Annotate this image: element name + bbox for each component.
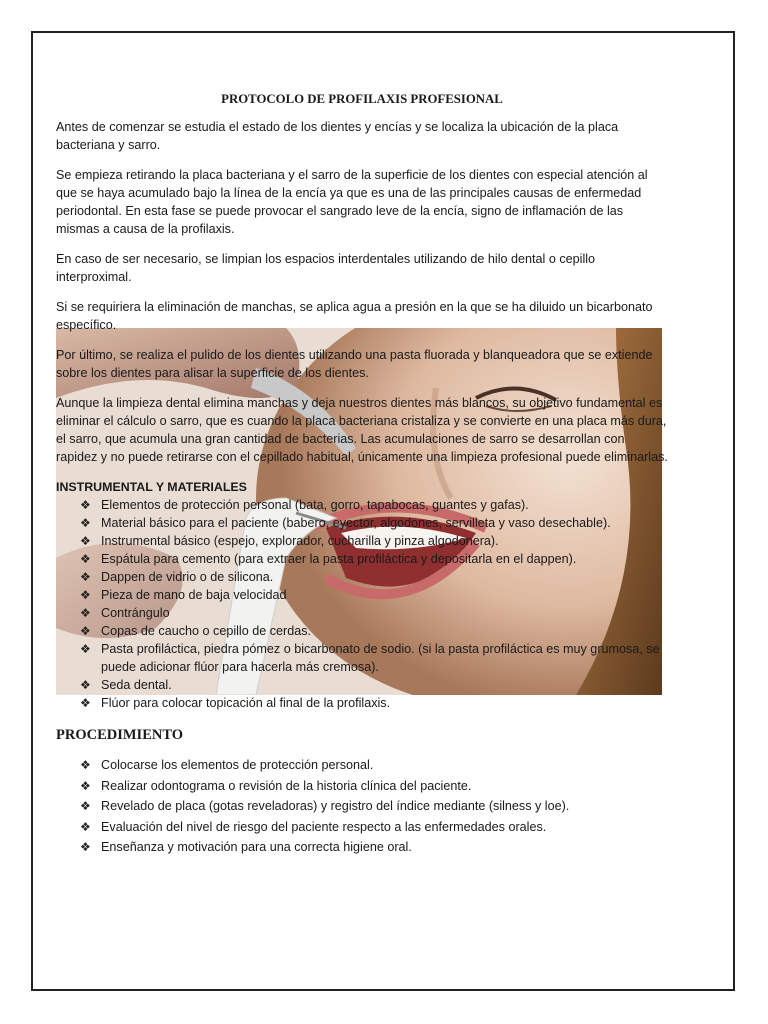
list-item: ❖ Evaluación del nivel de riesgo del paciente respecto a las enfermedades orales. [80,819,547,834]
diamond-bullet-icon: ❖ [80,642,91,656]
list-item: ❖ Material básico para el paciente (babero, eyector, algodones, servilleta y vaso desechable). [80,516,611,530]
list-item: ❖ Espátula para cemento (para extraer la pasta profiláctica y depositarla en el dappen). [80,552,577,566]
diamond-bullet-icon: ❖ [80,696,91,710]
paragraph-polishing: Por último, se realiza el pulido de los dientes utilizando una pasta fluorada y blanqueadora que se extiende sobre los dientes para alisar la superficie de los dientes. [56,348,653,380]
list-item: ❖ Enseñanza y motivación para una correcta higiene oral. [80,840,412,854]
diamond-bullet-icon: ❖ [80,570,91,584]
diamond-bullet-icon: ❖ [80,819,91,834]
diamond-bullet-icon: ❖ [80,516,91,530]
list-item: ❖ Copas de caucho o cepillo de cerdas. [80,624,312,638]
diamond-bullet-icon: ❖ [80,552,91,566]
diamond-bullet-icon: ❖ [80,498,91,512]
procedure-heading: PROCEDIMIENTO [56,727,184,743]
paragraph-intro: Antes de comenzar se estudia el estado de los dientes y encías y se localiza la ubicación de la placa bacteriana y sarro. [56,120,619,152]
diamond-bullet-icon: ❖ [80,799,91,813]
list-item: ❖ Revelado de placa (gotas reveladoras) y registro del índice mediante (silness y loe). [80,799,570,813]
materials-heading: INSTRUMENTAL Y MATERIALES [56,480,247,494]
diamond-bullet-icon: ❖ [80,758,91,772]
list-item: ❖ Seda dental. [80,678,172,692]
paragraph-calculus: Aunque la limpieza dental elimina manchas y deja nuestros dientes más blancos, su objetivo fundamental es eliminar el cálculo o sarro, que es cuando la placa bacteriana cristaliza y se convierte en una placa más dura, el sarro, que acumula una gran cantidad de bacterias. Las acumulaciones de sarro se desarrollan con rapidez y no puede retirarse con el cepillado habitual, únicamente una limpieza profesional puede eliminarlas. [56,396,668,464]
diamond-bullet-icon: ❖ [80,678,91,692]
list-item: ❖ Pasta profiláctica, piedra pómez o bicarbonato de sodio. (si la pasta profiláctica es muy grumosa, se puede adicionar flúor para hacerla más cremosa). [80,642,660,674]
list-item: ❖ Flúor para colocar topicación al final de la profilaxis. [80,696,391,710]
diamond-bullet-icon: ❖ [80,588,91,602]
document-body [56,90,668,859]
paragraph-interdental: En caso de ser necesario, se limpian los espacios interdentales utilizando de hilo dental o cepillo interproximal. [56,252,596,284]
list-item: ❖ Realizar odontograma o revisión de la historia clínica del paciente. [80,778,472,793]
diamond-bullet-icon: ❖ [80,840,91,854]
list-item: ❖ Instrumental básico (espejo, explorador, cucharilla y pinza algodonera). [80,534,499,548]
list-item: ❖ Contrángulo [80,606,170,620]
diamond-bullet-icon: ❖ [80,534,91,548]
diamond-bullet-icon: ❖ [80,606,91,620]
paragraph-plaque-removal: Se empieza retirando la placa bacteriana y el sarro de la superficie de los dientes con especial atención al que se haya acumulado bajo la línea de la encía ya que es una de las principales causas de enfermedad periodontal. En esta fase se puede provocar el sangrado leve de la encía, signo de inflamación de las mismas a causa de la profilaxis. [56,168,648,236]
diamond-bullet-icon: ❖ [80,778,91,793]
paragraph-stains: Si se requiriera la eliminación de manchas, se aplica agua a presión en la que se ha diluido un bicarbonato específico. [56,300,653,332]
list-item: ❖ Dappen de vidrio o de silicona. [80,570,274,584]
diamond-bullet-icon: ❖ [80,624,91,638]
materials-list [56,496,668,712]
document-title: PROTOCOLO DE PROFILAXIS PROFESIONAL [221,92,503,106]
procedure-list [56,756,668,856]
list-item: ❖ Colocarse los elementos de protección personal. [80,758,374,772]
list-item: ❖ Pieza de mano de baja velocidad [80,588,287,602]
list-item: ❖ Elementos de protección personal (bata, gorro, tapabocas, guantes y gafas). [80,498,529,512]
